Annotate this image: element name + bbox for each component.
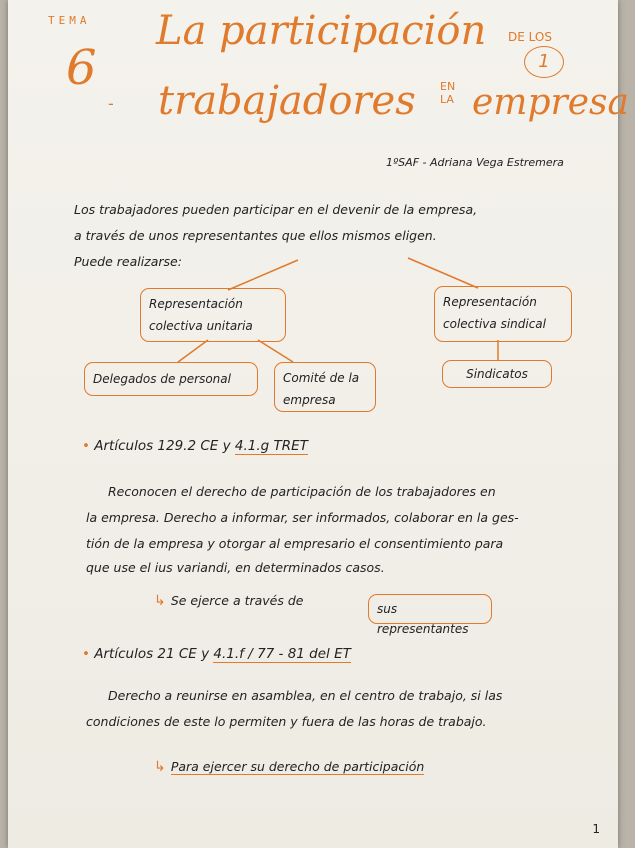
title-line-1: La participación — [156, 8, 487, 54]
box-representacion-unitaria: Representación colectiva unitaria — [140, 288, 286, 342]
notebook-page — [8, 0, 629, 848]
header-dash: - — [108, 94, 114, 113]
box-representacion-sindical: Representación colectiva sindical — [434, 286, 572, 342]
section-1-line-4: que use el ius variandi, en determinados casos. — [86, 560, 385, 575]
section-2-line-1: Derecho a reunirse en asamblea, en el centro de trabajo, si las — [108, 688, 503, 703]
section-1-line-3: tión de la empresa y otorgar al empresario el consentimiento para — [86, 536, 504, 551]
section-1-title-ref: 4.1.g TRET — [234, 438, 308, 454]
section-1-arrow-row — [154, 590, 304, 609]
section-2-arrow-row — [154, 756, 424, 775]
author-line: 1ºSAF - Adriana Vega Estremera — [386, 156, 564, 169]
section-1-title: • Artículos 129.2 CE y 4.1.g TRET — [82, 438, 308, 454]
intro-line-2: a través de unos representantes que ellos mismos eligen. — [74, 228, 437, 243]
title-line-3: empresa — [472, 82, 629, 123]
section-2-arrow-text: Para ejercer su derecho de participación — [170, 759, 425, 774]
title-small-1: DE LOS — [508, 30, 552, 44]
box-delegados-personal: Delegados de personal — [84, 362, 258, 396]
box-comite-empresa: Comité de la empresa — [274, 362, 376, 412]
arrow-right-icon: ↳ — [154, 759, 166, 775]
section-2-title-ref: 4.1.f / 77 - 81 del ET — [213, 646, 351, 662]
section-2-line-2: condiciones de este lo permiten y fuera de las horas de trabajo. — [86, 714, 487, 729]
section-1-title-prefix: Artículos 129.2 CE y — [94, 438, 231, 454]
box-sus-representantes: sus representantes — [368, 594, 492, 624]
title-small-2: EN LA — [440, 80, 456, 106]
section-2-title: • Artículos 21 CE y 4.1.f / 77 - 81 del ET — [82, 646, 351, 662]
intro-line-1: Los trabajadores pueden participar en el devenir de la empresa, — [74, 202, 478, 217]
tema-number: 6 — [66, 40, 97, 96]
page-number: 1 — [592, 822, 600, 836]
box-sindicatos: Sindicatos — [442, 360, 552, 388]
section-1-line-2: la empresa. Derecho a informar, ser informados, colaborar en la ges- — [86, 510, 519, 525]
title-line-2: trabajadores — [158, 78, 416, 124]
section-1-arrow-text: Se ejerce a través de — [170, 593, 304, 608]
section-1-line-1: Reconocen el derecho de participación de los trabajadores en — [108, 484, 496, 499]
tema-label: TEMA — [48, 14, 91, 27]
arrow-right-icon: ↳ — [154, 593, 166, 609]
section-2-title-prefix: Artículos 21 CE y — [94, 646, 210, 662]
intro-line-3: Puede realizarse: — [74, 254, 182, 269]
circled-number: 1 — [524, 46, 564, 78]
